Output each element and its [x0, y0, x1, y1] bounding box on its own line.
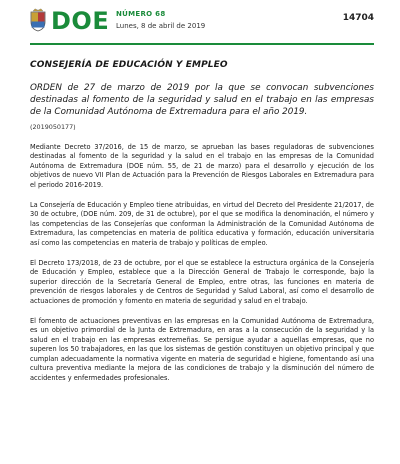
issue-date: Lunes, 8 de abril de 2019: [116, 22, 206, 30]
order-title: ORDEN de 27 de marzo de 2019 por la que se convocan subvenciones destinadas al fomento de la seguridad y salud en el trabajo en las empresas de la Comunidad Autónoma de Extremadura para el año 2019.: [30, 83, 374, 118]
paragraph: Mediante Decreto 37/2016, de 15 de marzo, se aprueban las bases reguladoras de subvenciones destinadas al fomento de la seguridad y la salud en el trabajo en las empresas de la Comunidad Autónoma de Extremadura (DOE núm. 55, de 21 de marzo) para el desarrollo y ejecución de los objetivos de nuevo VII Plan de Actuación para la Prevención de Riesgos Laborales en Extremadura para el periodo 2016-2019.: [30, 142, 374, 189]
doe-logo: DOE: [51, 7, 110, 35]
header-divider: [30, 43, 374, 45]
reference-code: (2019050177): [30, 122, 76, 131]
page-number: 14704: [342, 13, 374, 23]
paragraph: El fomento de actuaciones preventivas en las empresas en la Comunidad Autónoma de Extremadura, es un objetivo primordial de la Junta de Extremadura, en aras a la consecución de la seguridad y la salud en el trabajo en las empresas extremeñas. Se persigue ayudar a aquellas empresas, que no superen los 50 trabajadores, en las que los sistemas de gestión constituyen un objetivo principal y que cumplan adecuadamente la normativa vigente en materia de seguridad e higiene, fomentando así una cultura preventiva mediante la mejora de las condiciones de trabajo y la disminución del número de accidentes y enfermedades profesionales.: [30, 316, 374, 383]
section-title: CONSEJERÍA DE EDUCACIÓN Y EMPLEO: [30, 60, 228, 70]
issue-number: NÚMERO 68: [116, 10, 166, 18]
masthead: [30, 8, 374, 38]
coat-of-arms-icon: [30, 8, 46, 32]
paragraph: El Decreto 173/2018, de 23 de octubre, por el que se establece la estructura orgánica de la Consejería de Educación y Empleo, establece que a la Dirección General de Trabajo le corresponde, bajo la superior dirección de la Secretaría General de Empleo, entre otras, las funciones en materia de prevención de riesgos laborales y de Centros de Seguridad y Salud Laboral, así como el desarrollo de actuaciones de promoción y fomento en materia de seguridad y salud en el trabajo.: [30, 258, 374, 305]
paragraph: La Consejería de Educación y Empleo tiene atribuidas, en virtud del Decreto del Presidente 21/2017, de 30 de octubre, (DOE núm. 209, de 31 de octubre), por el que se modifica la denominación, el número y las competencias de las Consejerías que conforman la Administración de la Comunidad Autónoma de Extremadura, las competencias en materia de política educativa y formación, educación universitaria así como las competencias en materia de trabajo y políticas de empleo.: [30, 200, 374, 247]
document-body: [30, 60, 374, 394]
